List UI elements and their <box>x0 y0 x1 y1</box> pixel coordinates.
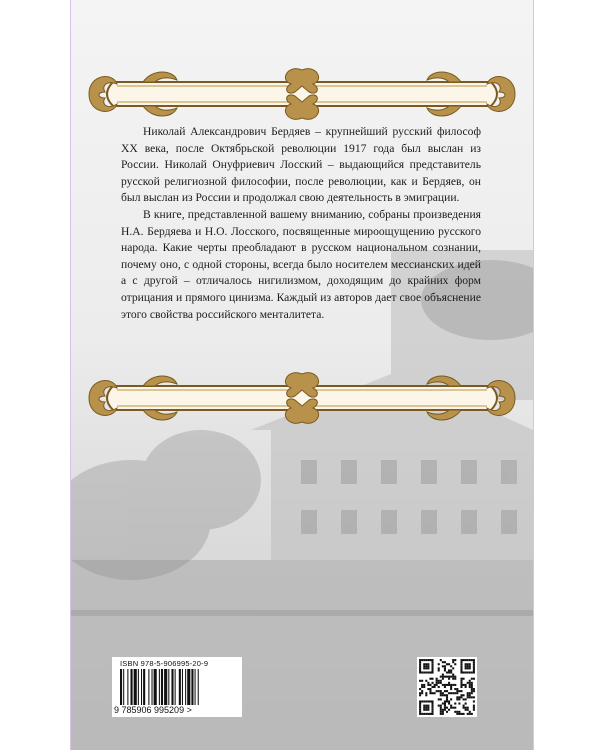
qr-code <box>416 656 478 718</box>
isbn-label: ISBN 978-5-906995-20-9 <box>120 659 209 668</box>
blurb-paragraph-1: Николай Александрович Бердяев – крупнейший русский философ XX века, после Октябрьской революции 1917 года был выслан из России. Николай Онуфриевич Лосский – выдающийся представитель русской религиозной философии, после революции, как и Бердяев, он был выслан из России и продолжал свою деятельность в эмиграции. <box>121 125 481 205</box>
barcode-digits: 9 785906 995209 > <box>114 705 192 715</box>
annotation-text <box>121 124 481 323</box>
bottom-ornament-frame <box>83 366 521 430</box>
blurb-paragraph-2: В книге, представленной вашему вниманию, собраны произведения Н.А. Бердяева и Н.О. Лосского, посвященные мироощущению русского народа. Какие черты преобладают в русском национальном сознании, почему оно, с одной стороны, всегда было носителем мессианских идей а с другой – отличалось нигилизмом, доходящим до крайних форм отрицания и прямого цинизма. Каждый из авторов дает свое объяснение этого свойства российского менталитета. <box>121 207 481 321</box>
barcode-bars <box>120 669 234 705</box>
isbn-barcode <box>111 656 243 718</box>
top-ornament-frame <box>83 62 521 126</box>
back-cover <box>70 0 534 750</box>
